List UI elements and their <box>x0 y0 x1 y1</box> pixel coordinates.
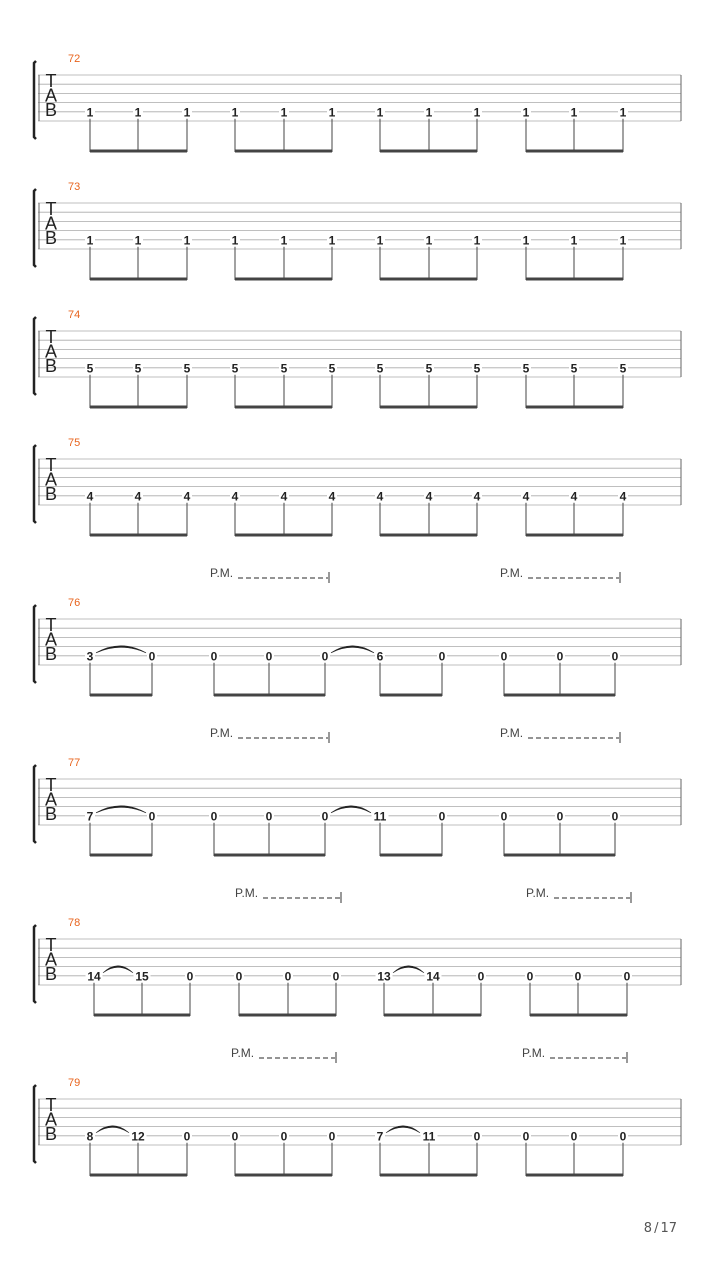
fret-number: 15 <box>135 969 149 984</box>
fret-number: 1 <box>376 233 384 248</box>
system-bracket <box>34 925 36 1003</box>
fret-number: 0 <box>556 649 564 664</box>
fret-number: 5 <box>570 361 578 376</box>
tab-clef-letter: B <box>44 228 58 248</box>
palm-mute-label: P.M. <box>235 886 259 900</box>
palm-mute-label: P.M. <box>500 726 524 740</box>
tab-clef-letter: T <box>45 615 57 635</box>
page-current: 8 <box>643 1221 653 1236</box>
tab-clef-letter: T <box>45 1095 57 1115</box>
fret-number: 3 <box>86 649 94 664</box>
fret-number: 4 <box>328 489 336 504</box>
system-bracket <box>34 605 36 683</box>
fret-number: 0 <box>321 809 329 824</box>
tab-clef-letter: A <box>44 469 58 490</box>
fret-number: 6 <box>376 649 384 664</box>
fret-number: 0 <box>500 809 508 824</box>
palm-mute-label: P.M. <box>526 886 550 900</box>
tab-clef-letter: A <box>44 341 58 362</box>
page-separator: / <box>654 1221 659 1236</box>
fret-number: 13 <box>377 969 391 984</box>
fret-number: 5 <box>328 361 336 376</box>
fret-number: 1 <box>183 105 191 120</box>
fret-number: 14 <box>426 969 440 984</box>
fret-number: 0 <box>183 1129 191 1144</box>
fret-number: 5 <box>280 361 288 376</box>
fret-number: 4 <box>619 489 627 504</box>
fret-number: 0 <box>438 649 446 664</box>
fret-number: 1 <box>86 105 94 120</box>
palm-mute-label: P.M. <box>210 726 234 740</box>
measure-number: 74 <box>68 309 81 321</box>
fret-number: 0 <box>321 649 329 664</box>
tab-system <box>34 726 681 856</box>
fret-number: 0 <box>284 969 292 984</box>
tab-clef-letter: B <box>44 100 58 120</box>
fret-number: 1 <box>425 105 433 120</box>
fret-number: 0 <box>210 809 218 824</box>
tab-clef-letter: B <box>44 964 58 984</box>
tab-clef-letter: B <box>44 356 58 376</box>
fret-number: 1 <box>473 105 481 120</box>
page-total: 17 <box>660 1221 677 1236</box>
measure-number: 78 <box>68 917 81 929</box>
fret-number: 0 <box>570 1129 578 1144</box>
fret-number: 0 <box>619 1129 627 1144</box>
fret-number: 1 <box>86 233 94 248</box>
system-bracket <box>34 317 36 395</box>
fret-number: 5 <box>425 361 433 376</box>
fret-number: 11 <box>373 809 387 824</box>
fret-number: 5 <box>619 361 627 376</box>
fret-number: 7 <box>86 809 94 824</box>
fret-number: 0 <box>280 1129 288 1144</box>
tab-clef-letter: T <box>45 935 57 955</box>
fret-number: 5 <box>231 361 239 376</box>
tab-system <box>34 1046 681 1176</box>
fret-number: 0 <box>611 649 619 664</box>
fret-number: 4 <box>183 489 191 504</box>
tab-clef-letter: B <box>44 1124 58 1144</box>
fret-number: 0 <box>328 1129 336 1144</box>
system-bracket <box>34 445 36 523</box>
fret-number: 0 <box>148 649 156 664</box>
fret-number: 1 <box>619 233 627 248</box>
tab-clef-letter: T <box>45 775 57 795</box>
fret-number: 5 <box>522 361 530 376</box>
fret-number: 5 <box>376 361 384 376</box>
fret-number: 1 <box>328 105 336 120</box>
fret-number: 1 <box>473 233 481 248</box>
palm-mute-label: P.M. <box>210 566 234 580</box>
tab-clef-letter: T <box>45 327 57 347</box>
fret-number: 4 <box>231 489 239 504</box>
tab-system <box>34 437 681 536</box>
fret-number: 0 <box>526 969 534 984</box>
fret-number: 1 <box>376 105 384 120</box>
fret-number: 5 <box>473 361 481 376</box>
fret-number: 4 <box>570 489 578 504</box>
fret-number: 5 <box>183 361 191 376</box>
fret-number: 1 <box>231 105 239 120</box>
system-bracket <box>34 1085 36 1163</box>
fret-number: 1 <box>425 233 433 248</box>
fret-number: 8 <box>86 1129 94 1144</box>
fret-number: 0 <box>235 969 243 984</box>
fret-number: 0 <box>231 1129 239 1144</box>
fret-number: 0 <box>611 809 619 824</box>
tab-clef-letter: A <box>44 1109 58 1130</box>
fret-number: 1 <box>183 233 191 248</box>
tab-clef-letter: A <box>44 949 58 970</box>
fret-number: 1 <box>570 233 578 248</box>
measure-number: 76 <box>68 597 81 609</box>
palm-mute-label: P.M. <box>500 566 524 580</box>
tab-system <box>34 566 681 696</box>
fret-number: 4 <box>134 489 142 504</box>
measure-number: 72 <box>68 53 81 65</box>
fret-number: 4 <box>280 489 288 504</box>
fret-number: 0 <box>265 809 273 824</box>
tab-clef-letter: T <box>45 199 57 219</box>
fret-number: 1 <box>231 233 239 248</box>
fret-number: 0 <box>574 969 582 984</box>
fret-number: 14 <box>87 969 101 984</box>
fret-number: 0 <box>623 969 631 984</box>
measure-number: 73 <box>68 181 81 193</box>
tab-clef-letter: T <box>45 71 57 91</box>
measure-number: 79 <box>68 1077 81 1089</box>
fret-number: 0 <box>265 649 273 664</box>
fret-number: 12 <box>131 1129 145 1144</box>
fret-number: 7 <box>376 1129 384 1144</box>
fret-number: 5 <box>86 361 94 376</box>
fret-number: 0 <box>556 809 564 824</box>
tab-system <box>34 309 681 408</box>
fret-number: 4 <box>473 489 481 504</box>
tab-clef-letter: B <box>44 804 58 824</box>
fret-number: 4 <box>522 489 530 504</box>
fret-number: 11 <box>422 1129 436 1144</box>
fret-number: 0 <box>522 1129 530 1144</box>
fret-number: 0 <box>210 649 218 664</box>
fret-number: 0 <box>473 1129 481 1144</box>
fret-number: 4 <box>86 489 94 504</box>
fret-number: 0 <box>438 809 446 824</box>
fret-number: 1 <box>619 105 627 120</box>
fret-number: 1 <box>570 105 578 120</box>
system-bracket <box>34 189 36 267</box>
palm-mute-label: P.M. <box>231 1046 255 1060</box>
tab-system <box>34 886 681 1016</box>
tab-clef-letter: A <box>44 629 58 650</box>
fret-number: 1 <box>522 233 530 248</box>
fret-number: 0 <box>500 649 508 664</box>
tab-clef-letter: A <box>44 213 58 234</box>
fret-number: 0 <box>148 809 156 824</box>
fret-number: 1 <box>280 233 288 248</box>
tab-clef-letter: B <box>44 644 58 664</box>
fret-number: 5 <box>134 361 142 376</box>
fret-number: 4 <box>425 489 433 504</box>
tab-clef-letter: T <box>45 455 57 475</box>
system-bracket <box>34 61 36 139</box>
measure-number: 75 <box>68 437 81 449</box>
fret-number: 0 <box>186 969 194 984</box>
fret-number: 1 <box>134 105 142 120</box>
fret-number: 1 <box>522 105 530 120</box>
fret-number: 0 <box>332 969 340 984</box>
tab-clef-letter: B <box>44 484 58 504</box>
tab-clef-letter: A <box>44 789 58 810</box>
palm-mute-label: P.M. <box>522 1046 546 1060</box>
tab-system <box>34 181 681 280</box>
fret-number: 4 <box>376 489 384 504</box>
fret-number: 0 <box>477 969 485 984</box>
tab-system <box>34 53 681 152</box>
fret-number: 1 <box>134 233 142 248</box>
fret-number: 1 <box>328 233 336 248</box>
measure-number: 77 <box>68 757 81 769</box>
page-number <box>643 1221 678 1236</box>
system-bracket <box>34 765 36 843</box>
tab-clef-letter: A <box>44 85 58 106</box>
fret-number: 1 <box>280 105 288 120</box>
